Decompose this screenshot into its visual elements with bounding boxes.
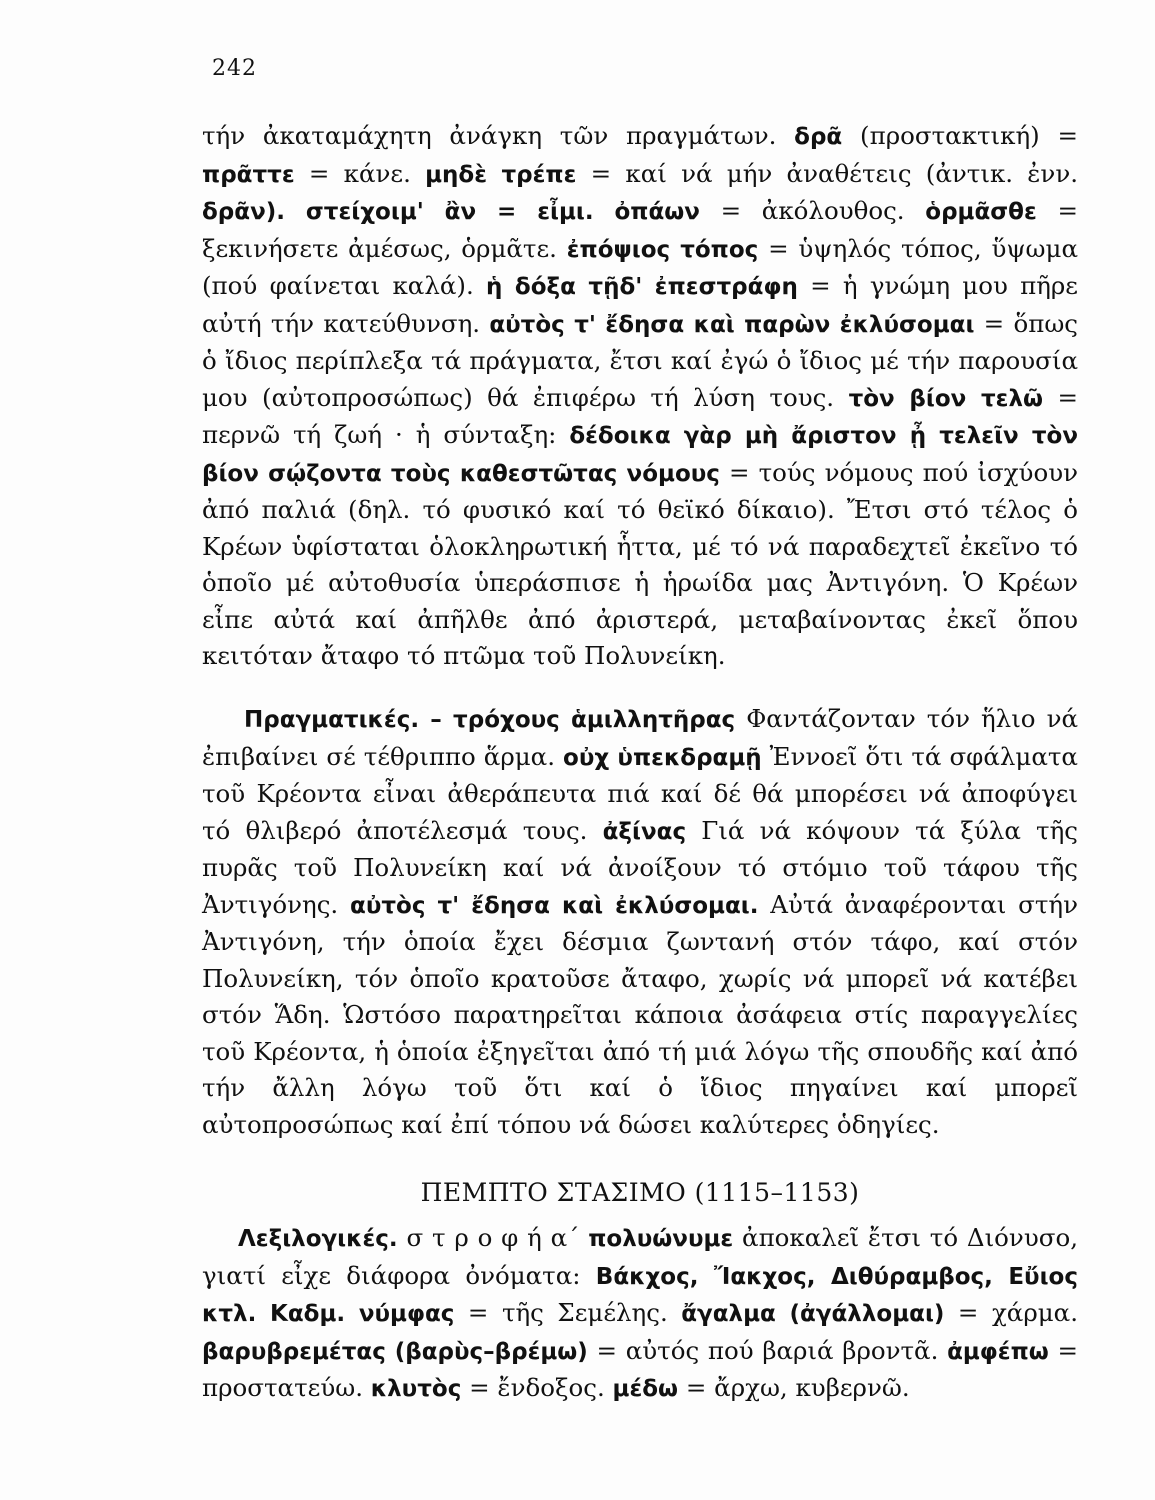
gloss-text: = ἡ γνώμη μου πῆρε αὐτή τήν κατεύθυνση. [202, 271, 1078, 338]
gloss-text: = ἀκόλουθος. [699, 196, 926, 225]
gloss-text: = καί νά μήν ἀναθέτεις (ἀντικ. ἐνν. [576, 158, 1079, 188]
lemma-term: μηδὲ τρέπε [425, 161, 577, 188]
lemma-term: οὐχ ὑπεκδραμῇ [563, 744, 762, 771]
lemma-term: δρᾶ [794, 124, 843, 150]
lemma-term: βαρυβρεμέτας (βαρὺς–βρέμω) [202, 1338, 588, 1365]
gloss-text: Αὐτά ἀναφέρονται στήν Ἀντιγόνη, τήν ὁποία ἔχει δέσμια ζωντανή στόν τάφο, καί στόν Πολυνείκη, τόν ὁποῖο κρατοῦσε ἄταφο, χωρίς νά μπορεῖ νά κατέβει στόν Ἅδη. Ὡστόσο παρατηρεῖται κάποια ἀσάφεια στίς παραγγελίες τοῦ Κρέοντα, ἡ ὁποία ἐξηγεῖται ἀπό τή μιά λόγω τῆς σπουδῆς καί ἀπό τήν ἄλλη λόγω τοῦ ὅτι καί ὁ ἴδιος πηγαίνει καί μπορεῖ αὐτοπροσώπως καί ἐπί τόπου νά δώσει καλύτερες ὁδηγίες. [202, 889, 1079, 1139]
gloss-text: = τῆς Σεμέλης. [454, 1298, 682, 1327]
commentary-paragraph-factual [202, 701, 1078, 1143]
gloss-text: (προστακτική) = [842, 121, 1078, 150]
lemma-term: αὐτὸς τ' ἔδησα καὶ παρὼν ἐκλύσομαι [489, 311, 975, 338]
gloss-text: Γιά νά κόψουν τά ξύλα τῆς πυρᾶς τοῦ Πολυνείκη καί νά ἀνοίξουν τό στόμιο τοῦ τάφου τῆς Ἀντιγόνης. [202, 815, 1078, 919]
gloss-text: = ἔνδοξος. [461, 1373, 613, 1402]
gloss-text: ἀποκαλεῖ ἔτσι τό Διόνυσο, γιατί εἶχε διάφορα ὀνόματα: [202, 1223, 1078, 1290]
lemma-term: Πραγματικές. – τρόχους ἁμιλλητῆρας [244, 707, 736, 733]
gloss-text: = περνῶ τή ζωή · ἡ σύνταξη: [202, 382, 1078, 449]
lemma-term: ὁρμᾶσθε [925, 199, 1037, 225]
lemma-term: τὸν βίον τελῶ [848, 385, 1043, 412]
lemma-term: Λεξιλογικές. [238, 1226, 398, 1252]
lemma-term: δέδοικα γὰρ μὴ ἄριστον ᾖ τελεῖν τὸν βίον σῴζοντα τοὺς καθεστῶτας νόμους [202, 423, 1079, 487]
page-number: 242 [212, 56, 257, 81]
commentary-paragraph-lexical-continued [202, 118, 1078, 675]
gloss-text: Φαντάζονταν τόν ἥλιο νά ἐπιβαίνει σέ τέθριππο ἅρμα. [202, 704, 1079, 771]
lemma-term: ἐπόψιος τόπος [566, 236, 759, 263]
gloss-text: τήν ἀκαταμάχητη ἀνάγκη τῶν πραγμάτων. [202, 121, 795, 150]
lemma-term: ἡ δόξα τῇδ' ἐπεστράφη [486, 274, 798, 300]
gloss-text: = κάνε. [294, 158, 426, 188]
lemma-term: πολυώνυμε [588, 1226, 734, 1252]
lemma-term: ἀμφέπω [947, 1338, 1049, 1365]
lemma-term: κλυτὸς [370, 1376, 462, 1402]
lemma-term: ἄγαλμα (ἀγάλλομαι) [681, 1301, 945, 1327]
gloss-text: = ἄρχω, κυβερνῶ. [678, 1373, 910, 1402]
lemma-term: δρᾶν). στείχοιμ' ἂν = εἶμι. ὀπάων [202, 199, 700, 225]
gloss-text: = ὑψηλός τόπος, ὕψωμα (πού φαίνεται καλά). [202, 233, 1078, 300]
lemma-term: ἀξίνας [602, 818, 687, 845]
gloss-text: = ξεκινήσετε ἀμέσως, ὁρμᾶτε. [202, 196, 1078, 263]
lemma-term: Βάκχος, Ἴακχος, Διθύραμβος, Εὔιος κτλ. Καδμ. νύμφας [202, 1263, 1078, 1327]
section-heading: ΠΕΜΠΤΟ ΣΤΑΣΙΜΟ (1115–1153) [420, 1178, 860, 1207]
gloss-text: = ὅπως ὁ ἴδιος περίπλεξα τά πράγματα, ἔτσι καί ἐγώ ὁ ἴδιος μέ τήν παρουσία μου (αὐτοπροσώπως) θά ἐπιφέρω τή λύση τους. [202, 308, 1079, 412]
lemma-term: πρᾶττε [202, 161, 295, 188]
gloss-text: = αὐτός πού βαριά βροντᾶ. [587, 1335, 948, 1365]
lemma-term: αὐτὸς τ' ἔδησα καὶ ἐκλύσομαι. [350, 892, 759, 919]
gloss-text: = προστατεύω. [202, 1335, 1079, 1402]
lemma-term: μέδω [612, 1376, 679, 1402]
gloss-text: = χάρμα. [944, 1298, 1079, 1327]
gloss-text: = τούς νόμους πού ἰσχύουν ἀπό παλιά (δηλ. τό φυσικό καί τό θεϊκό δίκαιο). Ἔτσι στό τέλος ὁ Κρέων ὑφίσταται ὁλοκληρωτική ἧττα, μέ τό νά παραδεχτεῖ ἐκεῖνο τό ὁποῖο μέ αὐτοθυσία ὑπεράσπισε ἡ ἡρωίδα μας Ἀντιγόνη. Ὁ Κρέων εἶπε αὐτά καί ἀπῆλθε ἀπό ἀριστερά, μεταβαίνοντας ἐκεῖ ὅπου κειτόταν ἄταφο τό πτῶμα τοῦ Πολυνείκη. [202, 457, 1078, 670]
gloss-text: Ἐννοεῖ ὅτι τά σφάλματα τοῦ Κρέοντα εἶναι ἀθεράπευτα πιά καί δέ θά μπορέσει νά ἀποφύγει τό θλιβερό ἀποτέλεσμά τους. [202, 741, 1078, 845]
gloss-text: σ τ ρ ο φ ή α΄ [397, 1223, 589, 1252]
commentary-paragraph-lexical [202, 1220, 1078, 1408]
